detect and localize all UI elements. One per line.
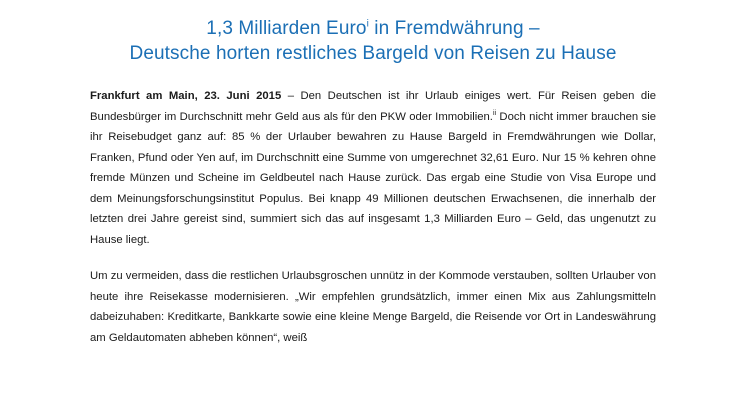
paragraph-2: Um zu vermeiden, dass die restlichen Urlaubsgroschen unnütz in der Kommode verstauben, sollten Urlauber von heute ihre Reisekasse modernisieren. „Wir empfehlen grundsätzlich, immer einen Mix aus Zahlungsmitteln dabeizuhaben: Kreditkarte, Bankkarte sowie eine kleine Menge Bargeld, die Reisende vor Ort in Landeswährung am Geldautomaten abheben können“, weiß [90,270,656,344]
footnote-marker-i: i [366,18,369,30]
paragraph-1-text-part1: – Den Deutschen ist ihr Urlaub einiges wert. Für Reisen geben die Bundesbürger im Durchschnitt mehr Geld aus als für den PKW oder Immobilien. [90,90,656,123]
document-title [0,0,746,66]
title-line-1-suffix: in Fremdwährung – [368,18,540,39]
title-line-1-text: 1,3 Milliarden Euro [206,18,367,39]
paragraph-1-text-part2: Doch nicht immer brauchen sie ihr Reisebudget ganz auf: 85 % der Urlauber bewahren zu Hause Bargeld in Fremdwährungen wie Dollar, Franken, Pfund oder Yen auf, im Durchschnitt eine Summe von umgerechnet 32,61 Euro. Nur 15 % kehren ohne fremde Münzen und Scheine im Geldbeutel nach Hause zurück. Das ergab eine Studie von Visa Europe und dem Meinungsforschungsinstitut Populus. Bei knapp 49 Millionen deutschen Erwachsenen, die innerhalb der letzten drei Jahre gereist sind, summiert sich das auf insgesamt 1,3 Milliarden Euro – Geld, das ungenutzt zu Hause liegt. [90,110,656,246]
document-body [0,66,746,348]
footnote-marker-ii: ii [492,109,497,117]
dateline: Frankfurt am Main, 23. Juni 2015 [90,90,282,102]
title-line-1 [56,16,690,41]
title-line-2: Deutsche horten restliches Bargeld von Reisen zu Hause [129,43,617,64]
paragraph-1 [90,86,656,250]
